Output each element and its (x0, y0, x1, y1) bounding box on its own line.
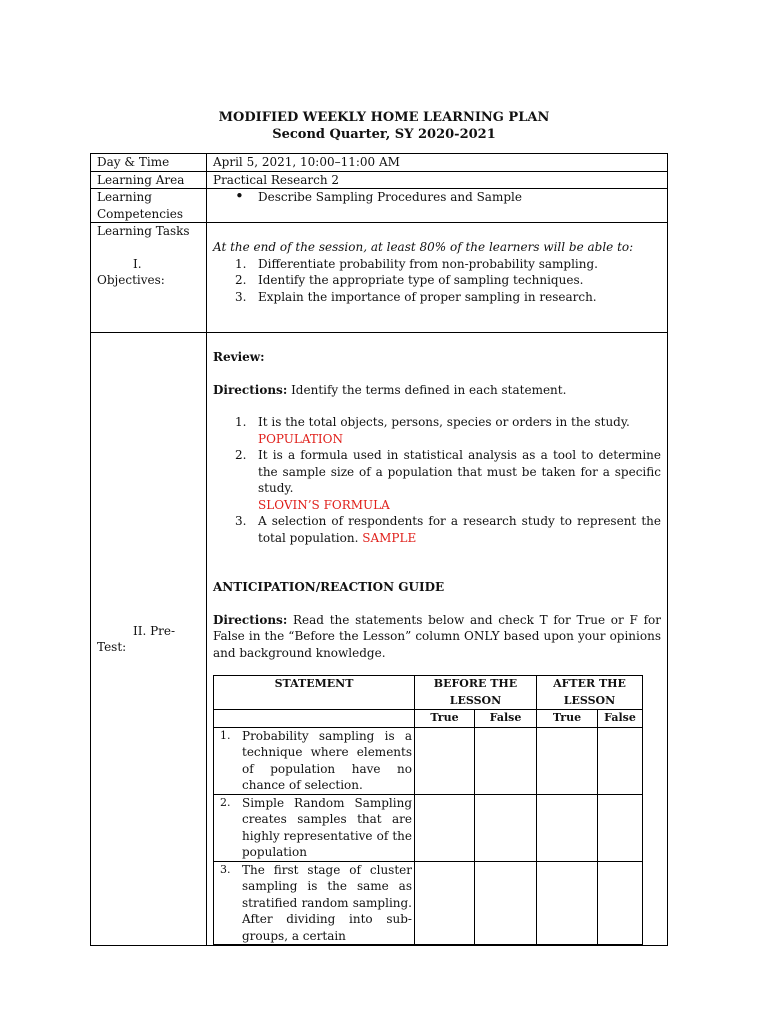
statement-subheader-blank (214, 710, 415, 728)
day-time-label: Day & Time (91, 154, 207, 172)
statement-text: Probability sampling is a technique where elements of population have no chance of selection. (242, 728, 412, 792)
statement-number: 3. (220, 862, 231, 876)
objective-text: Explain the importance of proper sampling in research. (258, 289, 597, 304)
review-item-number: 2. (235, 448, 247, 462)
row-competencies (91, 189, 668, 223)
objective-item (213, 289, 661, 306)
review-item-text: It is the total objects, persons, species or orders in the study. (258, 415, 630, 429)
statement-number: 2. (220, 795, 231, 809)
objectives-number: I. (133, 256, 142, 271)
statement-number: 1. (220, 728, 231, 742)
guide-directions-text: Read the statements below and check T for True or F for False in the “Before the Lesson” column ONLY based upon your opinions and background knowledge. (213, 612, 661, 660)
before-false-checkbox[interactable] (475, 727, 537, 794)
after-lesson-header: AFTER THE LESSON (537, 676, 643, 710)
competencies-label-line2: Competencies (97, 206, 184, 221)
objective-text: Identify the appropriate type of sampling techniques. (258, 273, 584, 287)
statement-row (214, 861, 643, 945)
anticipation-guide-table (213, 675, 643, 945)
objective-text: Differentiate probability from non-probability sampling. (258, 256, 598, 271)
objective-number: 1. (235, 256, 247, 271)
guide-heading: ANTICIPATION/REACTION GUIDE (213, 580, 445, 594)
before-false-checkbox[interactable] (475, 861, 537, 945)
review-item (213, 513, 661, 546)
row-learning-area (91, 171, 668, 189)
objective-number: 3. (235, 289, 247, 304)
after-false-header: False (598, 710, 643, 728)
row-day-time (91, 154, 668, 172)
learning-tasks-heading: Learning Tasks (97, 224, 190, 238)
after-true-checkbox[interactable] (537, 861, 598, 945)
guide-directions (213, 612, 661, 662)
statement-text: The first stage of cluster sampling is the same as stratified random sampling. After dividing into sub-groups, a certain (242, 862, 412, 943)
before-lesson-header: BEFORE THE LESSON (415, 676, 537, 710)
review-item (213, 414, 661, 447)
learning-tasks-label (91, 223, 207, 333)
guide-header-row (214, 676, 643, 710)
objective-number: 2. (235, 273, 247, 287)
review-item-number: 3. (235, 514, 247, 528)
review-item-number: 1. (235, 415, 247, 429)
learning-area-label: Learning Area (91, 171, 207, 189)
after-true-checkbox[interactable] (537, 794, 598, 861)
learning-plan-table (90, 153, 668, 946)
review-directions (213, 382, 661, 399)
objectives-list (213, 256, 661, 306)
statement-header: STATEMENT (214, 676, 415, 710)
review-directions-text: Identify the terms defined in each statement. (287, 382, 567, 397)
pretest-content (207, 333, 668, 946)
review-item (213, 447, 661, 513)
document-subtitle: Second Quarter, SY 2020-2021 (272, 127, 496, 142)
guide-directions-label: Directions: (213, 612, 288, 627)
day-time-value: April 5, 2021, 10:00–11:00 AM (207, 154, 668, 172)
competencies-label (91, 189, 207, 223)
before-true-header: True (415, 710, 475, 728)
after-true-header: True (537, 710, 598, 728)
objectives-label: Objectives: (97, 273, 165, 287)
row-learning-tasks (91, 223, 668, 333)
objective-item (213, 256, 661, 273)
competencies-value (207, 189, 668, 223)
learning-area-value: Practical Research 2 (207, 171, 668, 189)
objectives-content (207, 223, 668, 333)
review-list (213, 414, 661, 546)
after-false-checkbox[interactable] (598, 794, 643, 861)
objective-item (213, 272, 661, 289)
review-directions-label: Directions: (213, 382, 288, 397)
pretest-label-line1: II. Pre- (133, 623, 176, 638)
pretest-label (91, 333, 207, 946)
after-true-checkbox[interactable] (537, 727, 598, 794)
before-false-checkbox[interactable] (475, 794, 537, 861)
before-false-header: False (475, 710, 537, 728)
statement-cell (214, 727, 415, 794)
statement-cell (214, 861, 415, 945)
after-false-checkbox[interactable] (598, 727, 643, 794)
before-true-checkbox[interactable] (415, 861, 475, 945)
after-false-checkbox[interactable] (598, 861, 643, 945)
competency-bullet: • Describe Sampling Procedures and Sample (213, 189, 661, 206)
before-true-checkbox[interactable] (415, 727, 475, 794)
document-header (0, 109, 768, 143)
guide-subheader-row (214, 710, 643, 728)
review-item-text: It is a formula used in statistical analysis as a tool to determine the sample size of a population that must be taken for a specific study. (258, 448, 661, 495)
document-title: MODIFIED WEEKLY HOME LEARNING PLAN (218, 110, 550, 125)
row-pretest (91, 333, 668, 946)
review-answer: POPULATION (258, 431, 343, 446)
pretest-label-line2: Test: (97, 640, 127, 654)
review-heading: Review: (213, 350, 265, 364)
statement-row (214, 727, 643, 794)
review-item-text: A selection of respondents for a research study to represent the total population. (258, 514, 661, 545)
review-answer: SAMPLE (362, 530, 417, 545)
statement-row (214, 794, 643, 861)
review-answer: SLOVIN’S FORMULA (258, 497, 390, 512)
statement-text: Simple Random Sampling creates samples that are highly representative of the population (242, 795, 412, 859)
objectives-intro: At the end of the session, at least 80% of the learners will be able to: (213, 240, 634, 254)
before-true-checkbox[interactable] (415, 794, 475, 861)
statement-cell (214, 794, 415, 861)
competencies-label-line1: Learning (97, 190, 152, 204)
